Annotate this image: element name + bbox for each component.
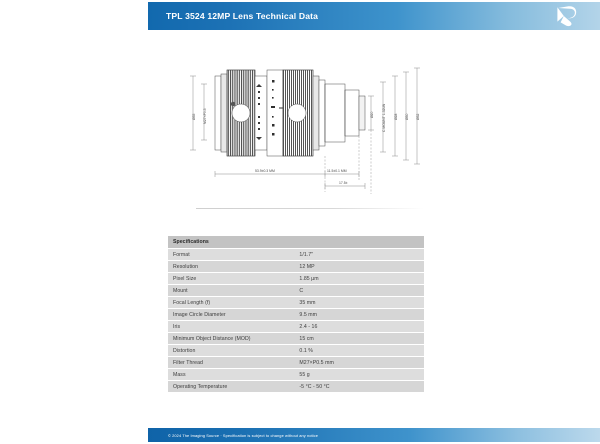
spec-value: 35 mm <box>294 297 424 309</box>
table-row <box>168 333 424 345</box>
spec-value: 0.1 % <box>294 345 424 357</box>
table-row <box>168 273 424 285</box>
table-row <box>168 249 424 261</box>
dim-right-1: Ø20 <box>370 111 374 118</box>
lens-technical-drawing <box>175 60 425 200</box>
table-row <box>168 357 424 369</box>
table-header-row <box>168 236 424 249</box>
table-row <box>168 345 424 357</box>
dim-right-2: C MOUNT 1-32UN <box>382 103 386 132</box>
table-header-label: Specifications <box>168 236 294 249</box>
table-row <box>168 309 424 321</box>
spec-value: 1.85 µm <box>294 273 424 285</box>
dim-right-4: Ø30 <box>405 113 409 120</box>
table-row <box>168 297 424 309</box>
spec-value: 12 MP <box>294 261 424 273</box>
spec-label: Focal Length (f) <box>168 297 294 309</box>
table-header-value <box>294 236 424 249</box>
dim-left-1: Ø35 <box>192 113 196 120</box>
spec-label: Mass <box>168 369 294 381</box>
dim-left-2: M27×P0.5 <box>203 108 207 124</box>
spec-value: 55 g <box>294 369 424 381</box>
document-footer-bar <box>148 428 600 442</box>
spec-value: -5 °C - 50 °C <box>294 381 424 393</box>
content-divider <box>196 208 424 209</box>
table-row <box>168 381 424 393</box>
spec-label: Distortion <box>168 345 294 357</box>
imaging-source-bird-logo-icon <box>554 4 580 28</box>
spec-value: 15 cm <box>294 333 424 345</box>
spec-value: 9.5 mm <box>294 309 424 321</box>
table-row <box>168 369 424 381</box>
spec-label: Filter Thread <box>168 357 294 369</box>
document-header-bar <box>148 2 600 30</box>
dim-right-3: Ø28 <box>394 113 398 120</box>
specifications-table <box>168 236 424 393</box>
spec-label: Operating Temperature <box>168 381 294 393</box>
page-title: TPL 3524 12MP Lens Technical Data <box>166 11 319 21</box>
spec-value: 1/1.7" <box>294 249 424 261</box>
spec-label: Format <box>168 249 294 261</box>
spec-value: M27×P0.5 mm <box>294 357 424 369</box>
footer-copyright-text: © 2024 The Imaging Source · Specification is subject to change without any notice <box>168 432 318 438</box>
dim-right-5: Ø32 <box>416 113 420 120</box>
spec-label: Image Circle Diameter <box>168 309 294 321</box>
spec-label: Iris <box>168 321 294 333</box>
spec-label: Resolution <box>168 261 294 273</box>
dim-bottom-1: 53.9±0.3 MM <box>255 169 275 173</box>
table-row <box>168 261 424 273</box>
spec-label: Mount <box>168 285 294 297</box>
table-row <box>168 285 424 297</box>
spec-label: Pixel Size <box>168 273 294 285</box>
dim-bottom-2: 11.5±0.1 MM <box>327 169 347 173</box>
dim-bottom-3: 17.5± <box>339 181 348 185</box>
spec-value: C <box>294 285 424 297</box>
table-row <box>168 321 424 333</box>
spec-value: 2.4 - 16 <box>294 321 424 333</box>
spec-label: Minimum Object Distance (MOD) <box>168 333 294 345</box>
